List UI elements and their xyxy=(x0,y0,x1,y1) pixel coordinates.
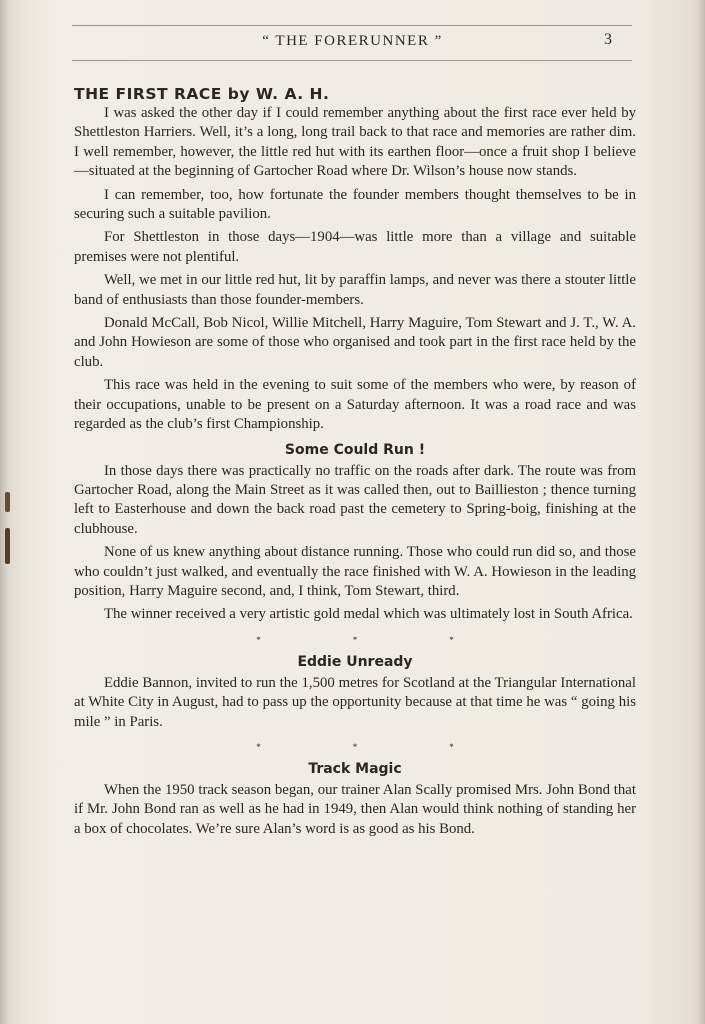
article-title: THE FIRST RACE by W. A. H. xyxy=(74,85,330,103)
track-paragraph: When the 1950 track season began, our trainer Alan Scally promised Mrs. John Bond that if Mr. John Bond ran as well as he had in 1949, then Alan would think nothing of standing her a box of chocolates. We’re sure Alan’s word is as good as his Bond. xyxy=(74,781,636,837)
article-paragraph: Well, we met in our little red hut, lit by paraffin lamps, and never was there a stouter little band of enthusiasts than those founder-members. xyxy=(74,272,636,308)
separator-star: * xyxy=(352,634,358,645)
section-separator xyxy=(74,742,636,752)
article-paragraph: I was asked the other day if I could remember anything about the first race ever held by Shettleston Harriers. Well, it’s a long, long trail back to that race and memories are rather dim. I well remember, however, the little red hut with its earthen floor—once a fruit shop I believe—situated at the beginning of Gartocher Road where Dr. Wilson’s house now stands. xyxy=(74,105,636,180)
separator-star: * xyxy=(256,741,261,752)
separator-star: * xyxy=(449,741,454,752)
article-paragraph: I can remember, too, how fortunate the founder members thought themselves to be in securing such a suitable pavilion. xyxy=(74,186,636,223)
staple-mark-top xyxy=(5,492,10,512)
article-paragraph: The winner received a very artistic gold medal which was ultimately lost in South Africa. xyxy=(104,606,633,623)
article-column xyxy=(74,84,636,843)
staple-mark-bottom xyxy=(5,528,10,564)
article-paragraph: None of us knew anything about distance running. Those who could run did so, and those who couldn’t just walked, and eventually the race finished with W. A. Howieson in the leading position, Harry Maguire second, and, I think, Tom Stewart, third. xyxy=(74,544,636,599)
page-left-shadow xyxy=(0,0,8,1024)
heading-track-magic: Track Magic xyxy=(308,760,402,777)
separator-star: * xyxy=(449,634,454,645)
running-title: “ THE FORERUNNER ” xyxy=(262,33,443,49)
eddie-paragraph: Eddie Bannon, invited to run the 1,500 metres for Scotland at the Triangular International at White City in August, had to pass up the opportunity because at that time he was “ going his mile ” in Paris. xyxy=(74,674,636,730)
heading-eddie-unready: Eddie Unready xyxy=(297,653,413,670)
article-paragraph: Donald McCall, Bob Nicol, Willie Mitchell, Harry Maguire, Tom Stewart and J. T., W. A. and John Howieson are some of those who organised and took part in the first race held by the club. xyxy=(74,315,636,370)
separator-star: * xyxy=(352,741,358,752)
header-bottom-rule xyxy=(72,60,632,61)
section-separator xyxy=(74,635,636,645)
article-paragraph: This race was held in the evening to suit some of the members who were, by reason of their occupations, unable to be present on a Saturday afternoon. It was a road race and was regarded as the club’s first Championship. xyxy=(74,377,636,433)
separator-star: * xyxy=(256,634,261,645)
subheading-some-could-run: Some Could Run ! xyxy=(284,441,426,458)
header-top-rule xyxy=(72,25,632,26)
page-right-shadow xyxy=(697,0,705,1024)
article-paragraph: In those days there was practically no traffic on the roads after dark. The route was from Gartocher Road, along the Main Street as it was called then, out to Baillieston ; thence turning left to Easterhouse and down the back road past the cemetery to Spring-boig, finishing at the clubhouse. xyxy=(74,462,636,537)
page-number: 3 xyxy=(604,31,612,48)
article-paragraph: For Shettleston in those days—1904—was little more than a village and suitable premises were not plentiful. xyxy=(74,229,636,265)
